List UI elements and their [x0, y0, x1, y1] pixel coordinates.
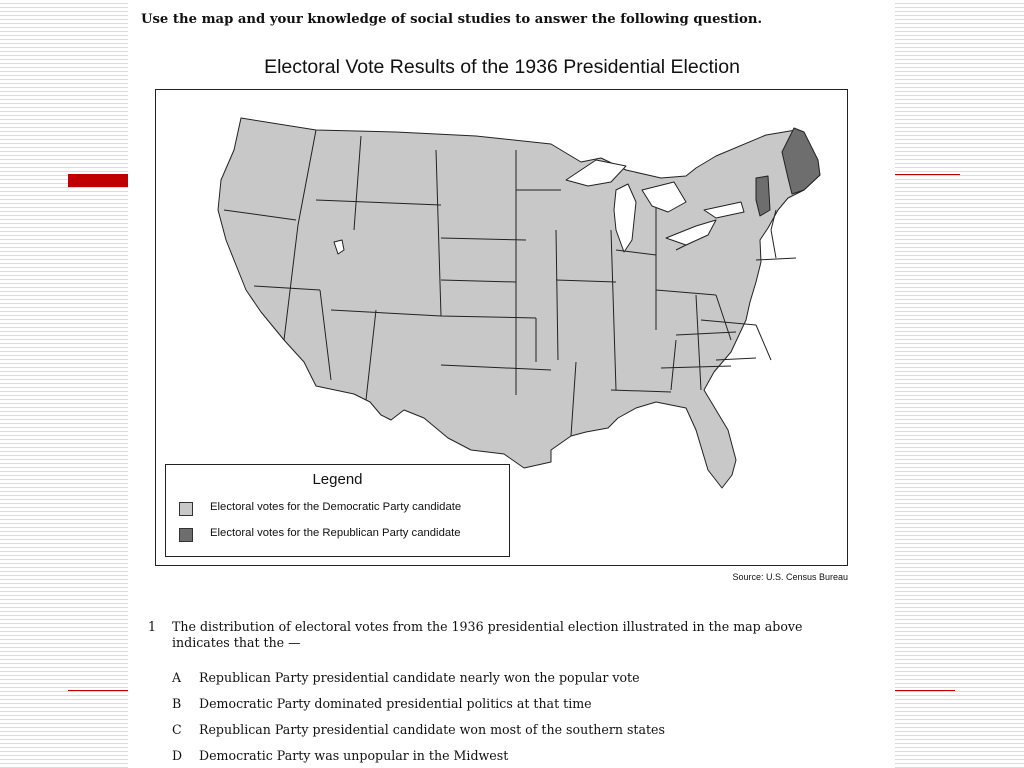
map-source: Source: U.S. Census Bureau [732, 572, 848, 582]
state-region [218, 118, 820, 488]
map-legend [165, 464, 510, 557]
test-page [128, 0, 895, 768]
legend-swatch-democratic [179, 502, 193, 516]
map-title: Electoral Vote Results of the 1936 Presidential Election [264, 56, 740, 78]
choice-text: Republican Party presidential candidate won most of the southern states [199, 722, 665, 737]
slide-accent-line [893, 174, 960, 175]
choice-text: Republican Party presidential candidate nearly won the popular vote [199, 670, 640, 685]
choice-text: Democratic Party dominated presidential politics at that time [199, 696, 592, 711]
question-stem: The distribution of electoral votes from the 1936 presidential election illustrated in the map above indicates that the — [172, 619, 803, 650]
legend-label-republican: Electoral votes for the Republican Party candidate [210, 527, 461, 539]
map-frame [155, 89, 848, 566]
slide-accent-line [68, 690, 130, 691]
choice-text: Democratic Party was unpopular in the Midwest [199, 748, 509, 763]
legend-swatch-republican [179, 528, 193, 542]
slide-accent-bar [68, 174, 130, 187]
choice-letter: C [172, 722, 182, 737]
legend-label-democratic: Electoral votes for the Democratic Party candidate [210, 501, 462, 513]
instruction-text: Use the map and your knowledge of social studies to answer the following question. [141, 12, 763, 27]
state-vermont [756, 176, 770, 216]
choice-letter: B [172, 696, 182, 711]
choice-letter: D [172, 748, 183, 763]
legend-title: Legend [312, 471, 363, 488]
choice-letter: A [172, 670, 182, 685]
slide-accent-line [893, 690, 955, 691]
question-number: 1 [148, 619, 157, 634]
